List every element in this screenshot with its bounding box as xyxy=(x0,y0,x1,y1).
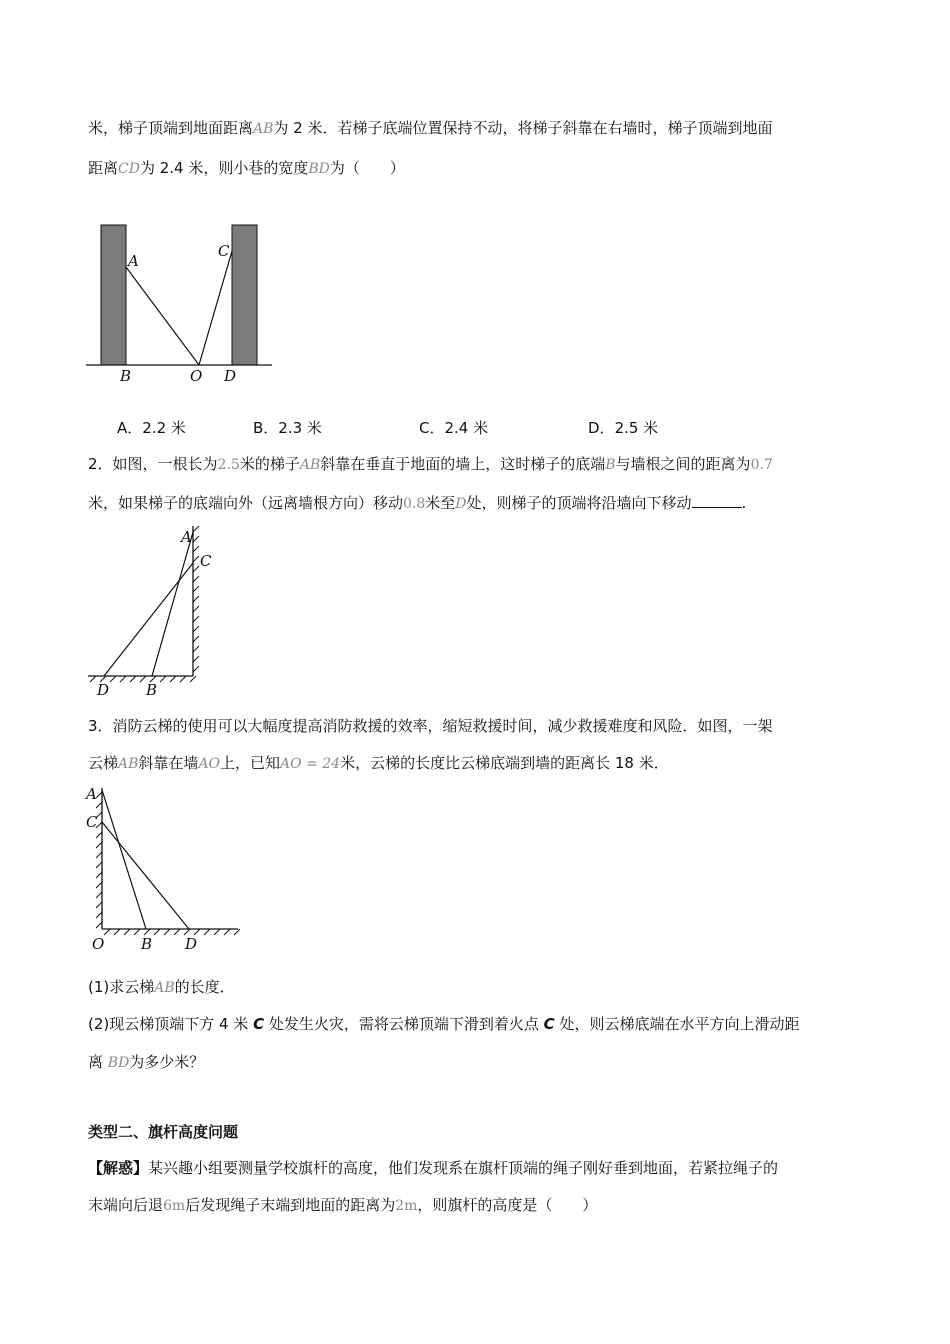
option-letter: C． xyxy=(419,419,445,437)
ladder-cd xyxy=(102,822,189,929)
ground-hatching xyxy=(104,929,240,935)
math-d: D xyxy=(455,496,467,512)
q2-text-line-1 xyxy=(88,454,773,475)
q3-sub2-line-1 xyxy=(88,1014,799,1034)
text: 上，已知 xyxy=(220,754,281,772)
q3-sub1 xyxy=(88,977,235,998)
text: 为多少米？ xyxy=(129,1053,205,1071)
text: 米，云梯的长度比云梯底端到墙的距离长 18 米． xyxy=(340,754,669,772)
q1-text-line-2 xyxy=(88,158,405,179)
text: 后发现绳子末端到地面的距离为 xyxy=(185,1196,396,1214)
answer-blank[interactable] xyxy=(692,493,742,508)
text: ，则旗杆的高度是（ ） xyxy=(417,1196,598,1214)
math-ao-24: AO = 24 xyxy=(280,756,341,772)
math-6m: 6m xyxy=(163,1198,186,1214)
point-c: C xyxy=(253,1015,265,1033)
math-ab: AB xyxy=(154,980,175,996)
text: 与墙根之间的距离为 xyxy=(615,455,751,473)
text: 米的梯子 xyxy=(239,455,300,473)
text: 为（ ） xyxy=(329,159,405,177)
label-a: A xyxy=(181,528,192,546)
text: 2．如图，一根长为 xyxy=(88,455,218,473)
left-wall xyxy=(101,225,126,365)
label-c: C xyxy=(86,813,98,831)
text: 离 xyxy=(88,1053,108,1071)
label-d: D xyxy=(185,935,198,953)
math-b: B xyxy=(605,457,616,473)
option-letter: D． xyxy=(588,419,615,437)
q1-text-line-1 xyxy=(88,118,773,139)
text: (2)现云梯顶端下方 4 米 xyxy=(88,1015,254,1033)
tag-jiehuo: 【解惑】 xyxy=(88,1159,149,1177)
text: 距离 xyxy=(88,159,119,177)
math-ab: AB xyxy=(118,756,139,772)
text: 斜靠在墙 xyxy=(138,754,199,772)
label-c: C xyxy=(200,552,212,570)
math-ab: AB xyxy=(299,457,321,473)
math-cd: CD xyxy=(118,161,140,177)
ladder-ab xyxy=(152,532,193,676)
text: 米，梯子顶端到地面距离 xyxy=(88,119,254,137)
label-b: B xyxy=(141,935,153,953)
text: 为 2 米．若梯子底端位置保持不动，将梯子斜靠在右墙时，梯子顶端到地面 xyxy=(273,119,773,137)
option-letter: A． xyxy=(117,419,143,437)
q3-sub2-line-2 xyxy=(88,1052,204,1073)
q3-text-line-1: 3．消防云梯的使用可以大幅度提高消防救援的效率，缩短救援时间，减少救援难度和风险．如图，一架 xyxy=(88,717,773,735)
section2-line-1 xyxy=(88,1158,778,1178)
option-a[interactable] xyxy=(117,418,186,438)
math-bd: BD xyxy=(107,1055,130,1071)
text: 末端向后退 xyxy=(88,1196,164,1214)
option-c[interactable] xyxy=(419,418,488,438)
q3-text-line-2 xyxy=(88,753,669,774)
text: 的长度． xyxy=(174,978,235,996)
label-c: C xyxy=(218,242,230,260)
text: 处，则梯子的顶端将沿墙向下移动 xyxy=(466,494,692,512)
math-ao: AO xyxy=(198,756,221,772)
option-text: 2.4 米 xyxy=(444,419,489,437)
ladder-ao xyxy=(126,267,199,365)
q2-figure xyxy=(84,522,219,700)
ladder-ab xyxy=(102,790,146,929)
label-d: D xyxy=(97,681,110,699)
section2-line-2 xyxy=(88,1195,597,1216)
option-b[interactable] xyxy=(253,418,322,438)
q2-text-line-2 xyxy=(88,493,746,514)
wall-hatching xyxy=(193,526,199,672)
text: 处，则云梯底端在水平方向上滑动距 xyxy=(554,1015,800,1033)
math-2m: 2m xyxy=(395,1198,418,1214)
label-o: O xyxy=(190,367,203,385)
text: 米，如果梯子的底端向外（远离墙根方向）移动 xyxy=(88,494,404,512)
ladder-oc xyxy=(199,251,232,365)
text: 处发生火灾，需将云梯顶端下滑到着火点 xyxy=(264,1015,544,1033)
math-2-5: 2.5 xyxy=(217,457,240,473)
label-a: A xyxy=(128,252,139,270)
label-b: B xyxy=(120,367,132,385)
right-wall xyxy=(232,225,257,365)
label-d: D xyxy=(224,367,237,385)
option-text: 2.2 米 xyxy=(142,419,186,437)
label-a: A xyxy=(86,785,97,803)
text: (1)求云梯 xyxy=(88,978,155,996)
q3-figure xyxy=(84,782,244,954)
option-letter: B． xyxy=(253,419,279,437)
option-text: 2.5 米 xyxy=(614,419,659,437)
text: 米至 xyxy=(425,494,456,512)
text: 斜靠在垂直于地面的墙上，这时梯子的底端 xyxy=(320,455,606,473)
q1-figure xyxy=(84,218,279,388)
text: 云梯 xyxy=(88,754,119,772)
option-text: 2.3 米 xyxy=(278,419,322,437)
math-ab: AB xyxy=(253,121,274,137)
text: . xyxy=(741,494,747,512)
text: 某兴趣小组要测量学校旗杆的高度，他们发现系在旗杆顶端的绳子刚好垂到地面，若紧拉绳子的 xyxy=(148,1159,779,1177)
math-bd: BD xyxy=(308,161,330,177)
ladder-cd xyxy=(104,563,193,676)
math-0-7: 0.7 xyxy=(750,457,773,473)
section-heading: 类型二、旗杆高度问题 xyxy=(88,1123,239,1141)
point-c: C xyxy=(543,1015,555,1033)
label-o: O xyxy=(92,935,105,953)
label-b: B xyxy=(146,681,158,699)
math-0-8: 0.8 xyxy=(403,496,426,512)
option-d[interactable] xyxy=(588,418,658,438)
text: 为 2.4 米，则小巷的宽度 xyxy=(139,159,309,177)
